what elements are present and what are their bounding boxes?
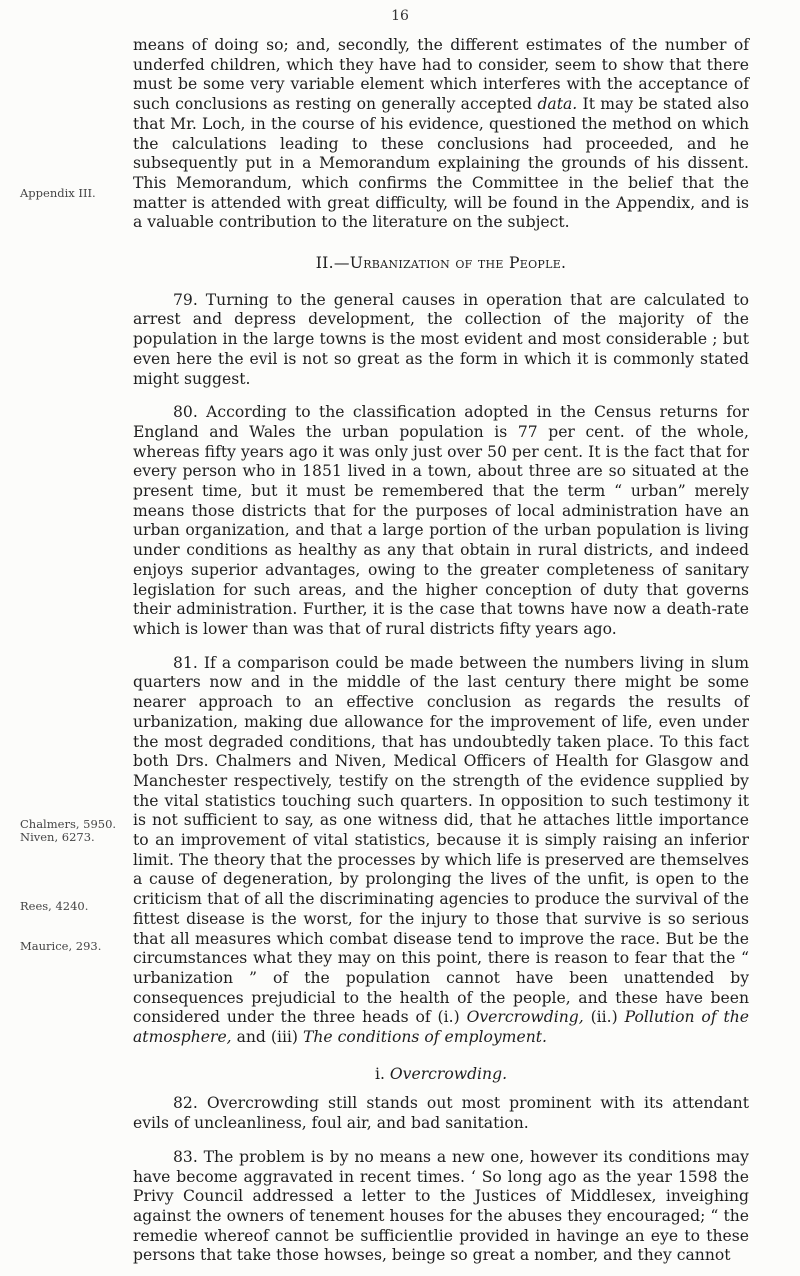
- margin-note-maurice: Maurice, 293.: [20, 939, 102, 953]
- paragraph-81: 81. If a comparison could be made between the numbers living in slum quarters now and in the middle of the last century there might be some nearer approach to an effective conclusion as regards the results of urbanization, making due allowance for the improvement of life, even under the most degraded conditions, that has undoubtedly taken place. To this fact both Drs. Chalmers and Niven, Medical Officers of Health for Glasgow and Manchester respectively, testify on the strength of the evidence supplied by the vital statistics touching such quarters. In opposition to such testimony it is not sufficient to say, as one witness did, that he attaches little importance to an improvement of vital statistics, because it is simply raising an inferior limit. The theory that the processes by which life is preserved are themselves a cause of degeneration, by prolonging the lives of the unfit, is open to the criticism that of all the discriminating agencies to produce the survival of the fittest disease is the worst, for the injury to those that survive is so serious that all measures which combat disease tend to improve the race. But be the circumstances what they may on this point, there is reason to fear that the “ urbanization ” of the population cannot have been unattended by consequences prejudicial to the health of the people, and these have been considered under the three heads of (i.) Overcrowding, (ii.) Pollution of the atmosphere, and (iii) The conditions of employment.: [133, 653, 750, 1047]
- paragraph-82: 82. Overcrowding still stands out most prominent with its attendant evils of uncleanliness, foul air, and bad sanitation.: [133, 1094, 749, 1133]
- intro-paragraph: means of doing so; and, secondly, the different estimates of the number of underfed children, which they have had to consider, seem to show that there must be some very variable element which interferes with the acceptance of such conclusions as resting on generally accepted data. It may be stated also that Mr. Loch, in the course of his evidence, questioned the method on which the calculations leading to these conclusions had proceeded, and he subsequently put in a Memorandum explaining the grounds of his dissent. This Memorandum, which confirms the Committee in the belief that the matter is attended with great difficulty, will be found in the Appendix, and is a valuable contribution to the literature on the subject.: [133, 36, 749, 232]
- margin-note-rees: Rees, 4240.: [20, 899, 89, 913]
- section-heading: II.—Urbanization of the People.: [315, 254, 567, 273]
- page-body: [133, 36, 749, 1266]
- head-pollution: Pollution of the atmosphere,: [133, 1008, 750, 1047]
- data-word: data.: [537, 95, 578, 114]
- page-number: 16: [391, 8, 409, 24]
- paragraph-79: 79. Turning to the general causes in operation that are calculated to arrest and depress development, the collection of the majority of the population in the large towns is the most evident and most considerable ; but even here the evil is not so great as the form in which it is commonly stated might suggest.: [133, 290, 749, 388]
- margin-note-niven: Niven, 6273.: [20, 830, 95, 844]
- subheading-overcrowding: i. Overcrowding.: [374, 1064, 508, 1083]
- paragraph-83: 83. The problem is by no means a new one, however its conditions may have become aggravated in recent times. ‘ So long ago as the year 1598 the Privy Council addressed a letter to the Justices of Middlesex, inveighing against the owners of tenement houses for the abuses they encouraged; “ the remedie whereof cannot be sufficientlie provided in havinge an eye to these persons that take those howses, beinge so great a nomber, and they cannot: [133, 1147, 749, 1265]
- head-overcrowding: Overcrowding,: [466, 1008, 584, 1027]
- margin-note-appendix: Appendix III.: [20, 186, 96, 200]
- paragraph-80: 80. According to the classification adopted in the Census returns for England and Wales the urban population is 77 per cent. of the whole, whereas fifty years ago it was only just over 50 per cent. It is the fact that for every person who in 1851 lived in a town, about three are so situated at the present time, but it must be remembered that the term “ urban” merely means those districts that for the purposes of local administration have an urban organization, and that a large portion of the urban population is living under conditions as healthy as any that obtain in rural districts, and indeed enjoys superior advantages, owing to the greater completeness of sanitary legislation for such areas, and the higher conception of duty that governs their administration. Further, it is the case that towns have now a death-rate which is lower than was that of rural districts fifty years ago.: [133, 403, 749, 638]
- head-employment: The conditions of employment.: [302, 1028, 547, 1047]
- section-title: Urbanization of the People.: [349, 254, 567, 273]
- margin-note-chalmers: Chalmers, 5950.: [20, 817, 117, 831]
